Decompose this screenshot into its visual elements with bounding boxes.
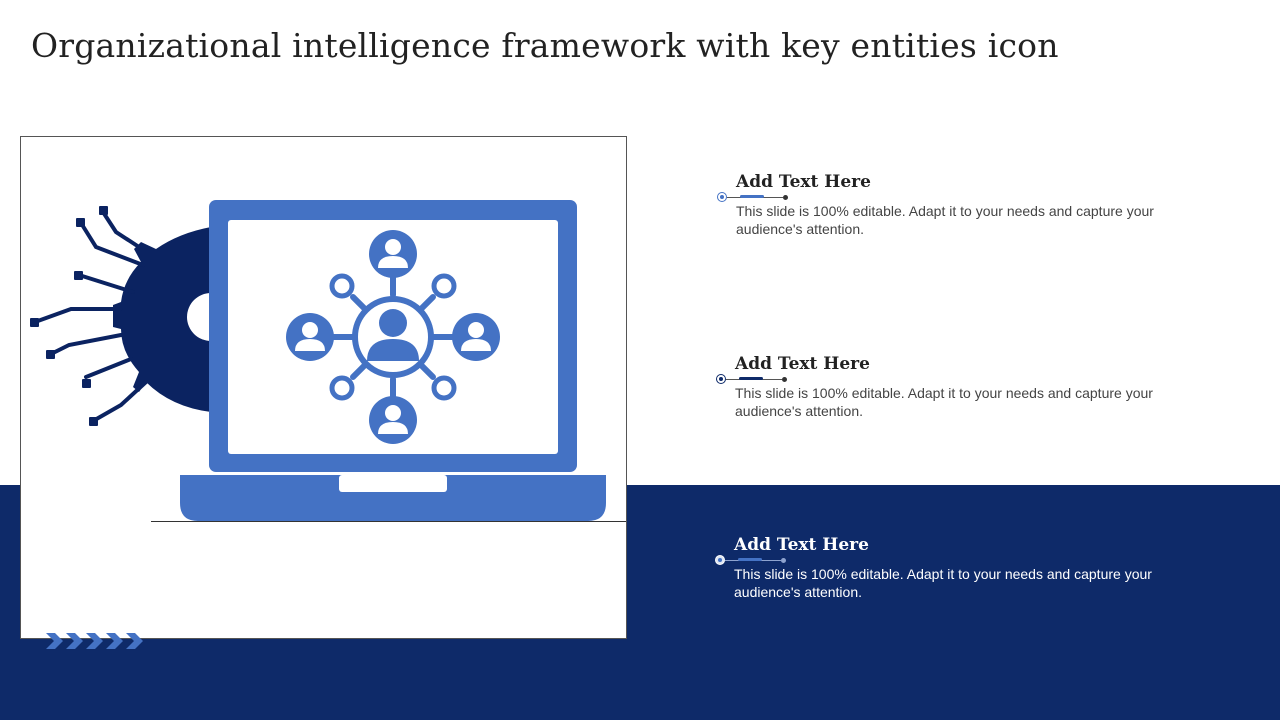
item-body: This slide is 100% editable. Adapt it to your needs and capture your audience's attention. (736, 203, 1154, 237)
item-body: This slide is 100% editable. Adapt it to your needs and capture your audience's attention. (735, 385, 1153, 419)
chevrons-icon (46, 632, 146, 650)
laptop-network-illustration (21, 137, 626, 638)
item-heading: Add Text Here (734, 535, 869, 555)
bullet-dot-icon (715, 555, 725, 565)
item-heading: Add Text Here (735, 354, 870, 374)
bullet-accent (739, 377, 763, 380)
slide-title: Organizational intelligence framework with key entities icon (31, 26, 1059, 65)
bullet-accent (740, 195, 764, 198)
bullet-rule-end (782, 377, 787, 382)
bullet-dot-icon (717, 192, 727, 202)
bullet-rule-end (783, 195, 788, 200)
bullet-rule-end (781, 558, 786, 563)
bullet-dot-icon (716, 374, 726, 384)
bullet-accent (738, 558, 762, 561)
gear-circuit-icon (30, 206, 235, 426)
item-body: This slide is 100% editable. Adapt it to your needs and capture your audience's attention. (734, 566, 1152, 600)
illustration-panel (20, 136, 627, 639)
item-heading: Add Text Here (736, 172, 871, 192)
